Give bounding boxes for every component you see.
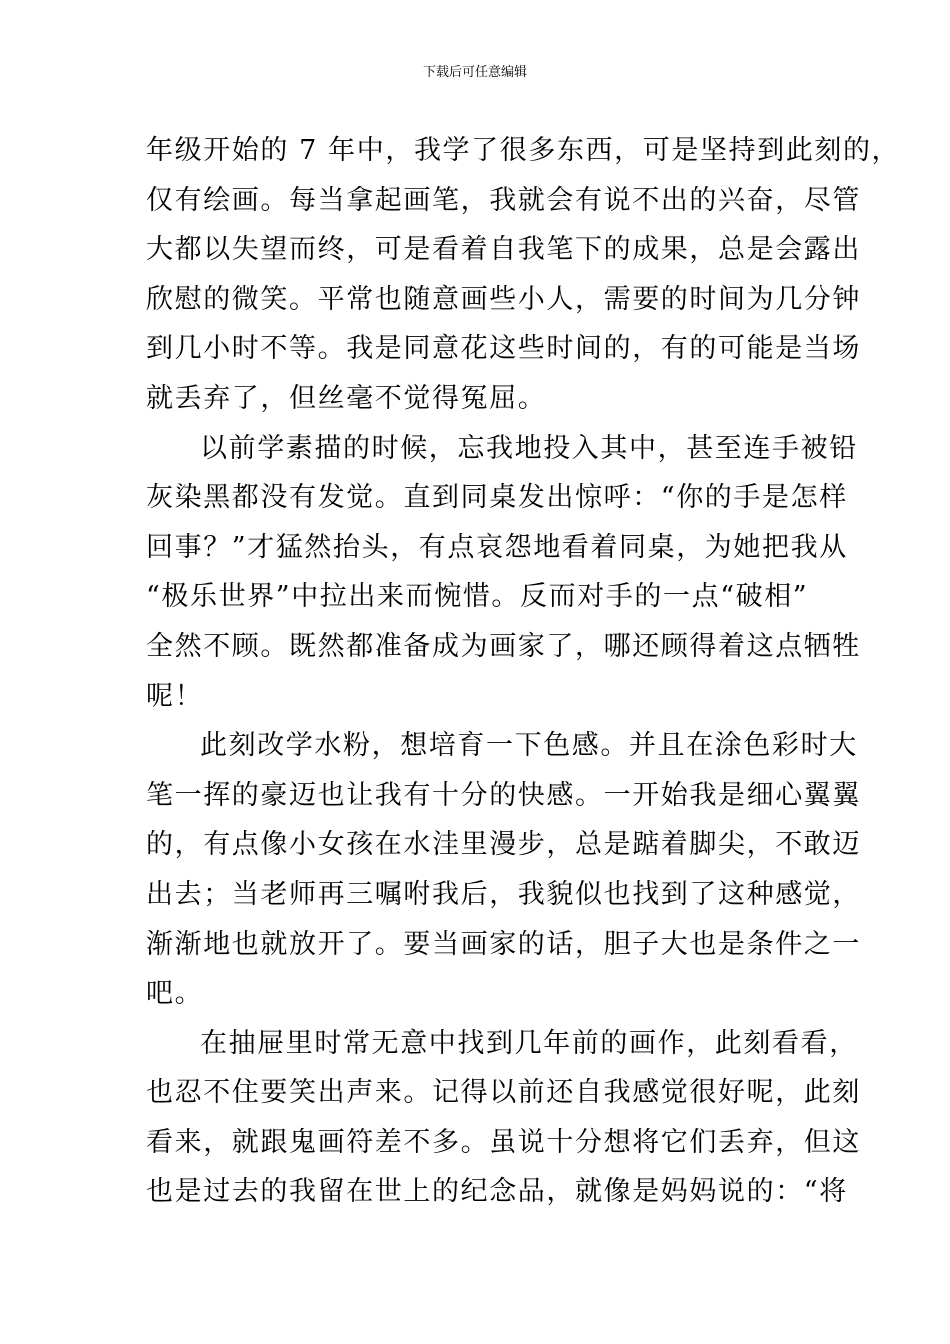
text-line: 也是过去的我留在世上的纪念品，就像是妈妈说的：“将 [146,1176,848,1208]
text-line: 仅有绘画。每当拿起画笔，我就会有说不出的兴奋，尽管 [146,184,861,216]
text-line: “极乐世界”中拉出来而惋惜。反而对手的一点“破相” [146,581,809,613]
text-line: 出去；当老师再三嘱咐我后，我貌似也找到了这种感觉， [146,878,861,910]
text-line: 全然不顾。既然都准备成为画家了，哪还顾得着这点牺牲 [146,630,861,662]
text-line: 也忍不住要笑出声来。记得以前还自我感觉很好呢，此刻 [146,1077,861,1109]
text-line: 呢！ [146,680,204,712]
text-line: 渐渐地也就放开了。要当画家的话，胆子大也是条件之一 [146,928,861,960]
text-line: 年级开始的 7 年中，我学了很多东西，可是坚持到此刻的， [146,135,901,166]
header-note: 下载后可任意编辑 [422,65,527,80]
text-line: 的，有点像小女孩在水洼里漫步，总是踮着脚尖，不敢迈 [146,829,861,861]
text-line: 就丢弃了，但丝毫不觉得冤屈。 [146,382,547,414]
text-line: 吧。 [146,978,204,1010]
text-line: 看来，就跟鬼画符差不多。虽说十分想将它们丢弃，但这 [146,1126,861,1158]
text-line: 到几小时不等。我是同意花这些时间的，有的可能是当场 [146,333,861,365]
text-line: 在抽屉里时常无意中找到几年前的画作，此刻看看， [200,1027,858,1059]
text-line: 以前学素描的时候，忘我地投入其中，甚至连手被铅 [200,432,858,464]
text-line: 此刻改学水粉，想培育一下色感。并且在涂色彩时大 [200,730,858,762]
text-line: 欣慰的微笑。平常也随意画些小人，需要的时间为几分钟 [146,283,861,315]
text-line: 大都以失望而终，可是看着自我笔下的成果，总是会露出 [146,234,861,266]
text-line: 灰染黑都没有发觉。直到同桌发出惊呼：“你的手是怎样 [146,482,848,514]
text-line: 笔一挥的豪迈也让我有十分的快感。一开始我是细心翼翼 [146,779,861,811]
text-line: 回事？”才猛然抬头，有点哀怨地看着同桌，为她把我从 [146,531,848,563]
body-text [146,126,901,1217]
